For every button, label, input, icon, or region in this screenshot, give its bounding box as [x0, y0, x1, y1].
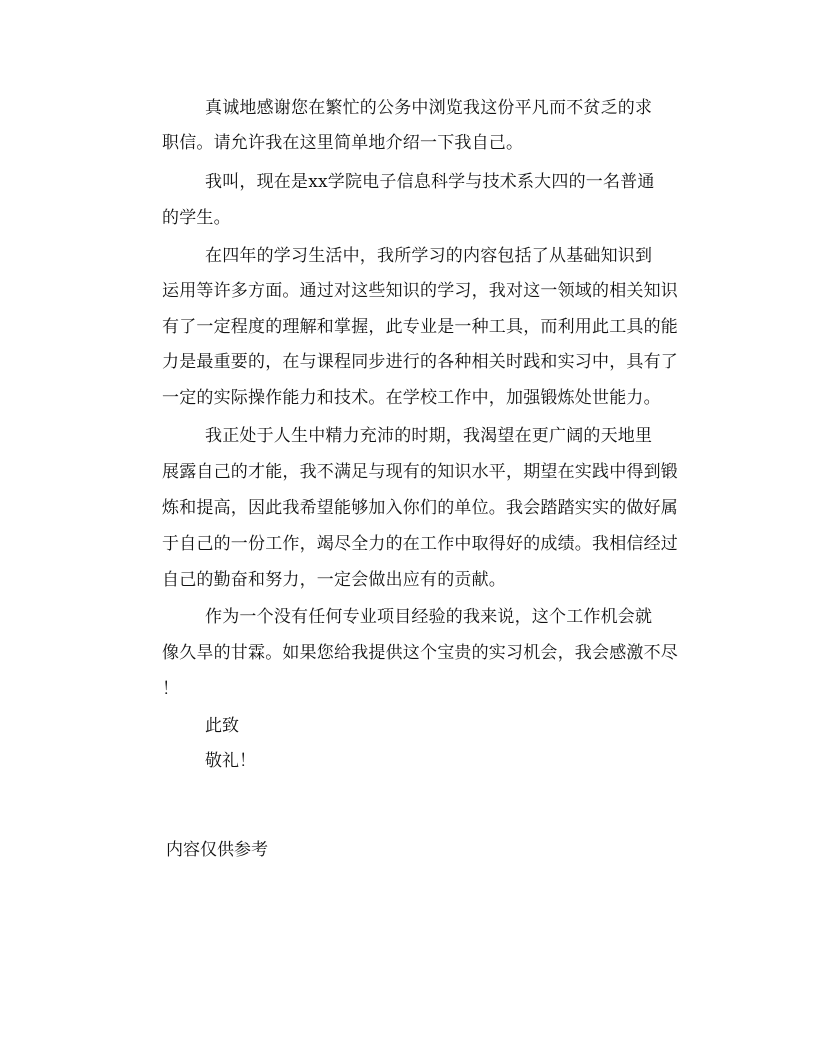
paragraph-line: 运用等许多方面。通过对这些知识的学习，我对这一领域的相关知识 [162, 281, 678, 301]
paragraph-line: 一定的实际操作能力和技术。在学校工作中，加强锻炼处世能力。 [162, 388, 661, 408]
paragraph-line: 真诚地感谢您在繁忙的公务中浏览我这份平凡而不贫乏的求 [205, 98, 653, 118]
paragraph-line: 职信。请允许我在这里简单地介绍一下我自己。 [162, 133, 524, 153]
paragraph-line: 像久旱的甘霖。如果您给我提供这个宝贵的实习机会，我会感激不尽 [162, 643, 678, 663]
paragraph-line: 展露自己的才能，我不满足与现有的知识水平，期望在实践中得到锻 [162, 462, 678, 482]
closing-regards: 敬礼！ [205, 751, 256, 771]
paragraph-line: ！ [162, 679, 180, 699]
paragraph-line: 于自己的一份工作，竭尽全力的在工作中取得好的成绩。我相信经过 [162, 534, 678, 554]
paragraph-line: 作为一个没有任何专业项目经验的我来说，这个工作机会就 [205, 607, 653, 627]
paragraph-line: 的学生。 [162, 208, 231, 228]
paragraph-line: 我正处于人生中精力充沛的时期，我渴望在更广阔的天地里 [205, 426, 653, 446]
paragraph-line: 力是最重要的，在与课程同步进行的各种相关时践和实习中，具有了 [162, 352, 678, 372]
paragraph-line: 在四年的学习生活中，我所学习的内容包括了从基础知识到 [205, 246, 653, 266]
paragraph-line: 有了一定程度的理解和掌握，此专业是一种工具，而利用此工具的能 [162, 317, 678, 337]
paragraph-line: 自己的勤奋和努力，一定会做出应有的贡献。 [162, 570, 506, 590]
footer-note: 内容仅供参考 [166, 840, 268, 860]
closing-salutation: 此致 [205, 716, 239, 736]
paragraph-line: 炼和提高，因此我希望能够加入你们的单位。我会踏踏实实的做好属 [162, 498, 678, 518]
paragraph-line: 我叫，现在是xx学院电子信息科学与技术系大四的一名普通 [205, 172, 655, 192]
